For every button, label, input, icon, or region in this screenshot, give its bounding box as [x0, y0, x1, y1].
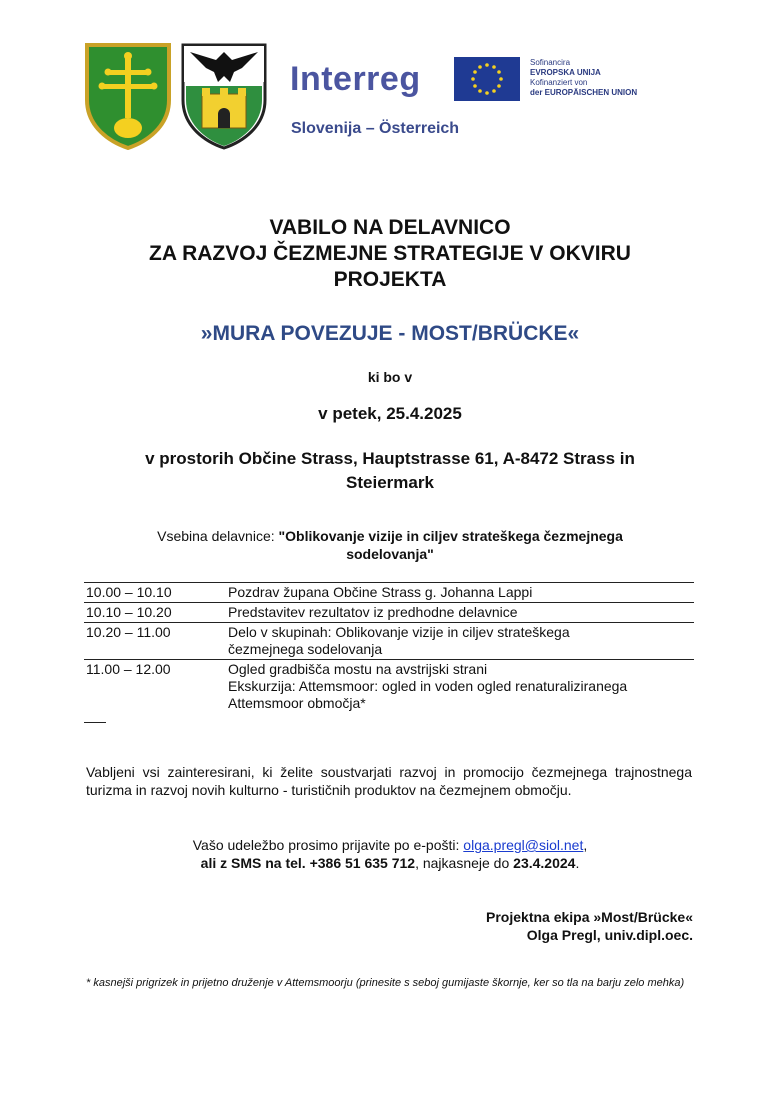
eu-text-line: EVROPSKA UNIJA	[530, 68, 601, 77]
registration-text: Vašo udeležbo prosimo prijavite po e-pošti:	[192, 837, 464, 853]
title-line: PROJEKTA	[333, 268, 447, 291]
agenda-item	[226, 660, 694, 714]
content-line	[80, 527, 700, 545]
registration-punct: ,	[583, 837, 588, 853]
title-line: ZA RAZVOJ ČEZMEJNE STRATEGIJE V OKVIRU	[149, 242, 631, 265]
strass-crest-icon	[180, 42, 268, 150]
table-row	[84, 603, 694, 623]
signature-block	[486, 908, 693, 944]
signature-name: Olga Pregl, univ.dipl.oec.	[526, 927, 693, 943]
content-line	[80, 545, 700, 563]
agenda-item	[226, 603, 694, 623]
eu-text-line: Kofinanziert von	[530, 78, 588, 87]
location-line: Steiermark	[346, 473, 434, 492]
agenda-item-line: Delo v skupinah: Oblikovanje vizije in ciljev strateškega	[228, 624, 570, 640]
content-label: Vsebina delavnice:	[157, 528, 279, 544]
event-date: v petek, 25.4.2025	[318, 404, 462, 423]
registration-punct: .	[575, 855, 580, 871]
agenda-item-line: Attemsmoor območja*	[228, 695, 366, 711]
eu-cofinancing-text	[530, 58, 637, 98]
agenda-table	[84, 582, 694, 713]
title-line: VABILO NA DELAVNICO	[269, 216, 511, 239]
registration-text: , najkasneje do	[415, 855, 514, 871]
agenda-time: 11.00 – 12.00	[86, 661, 171, 677]
agenda-item-line: čezmejnega sodelovanja	[228, 641, 383, 657]
invitation-text: Vabljeni vsi zainteresirani, ki želite soustvarjati razvoj in promocijo čezmejnega trajnostnega turizma in razvoj novih kulturno - turističnih produktov na čezmejnem območju.	[86, 764, 692, 798]
agenda-item-line: Ekskurzija: Attemsmoor: ogled in voden ogled renaturaliziranega	[228, 678, 628, 694]
interreg-logo-title: Interreg	[290, 60, 421, 98]
agenda-item-line: Ogled gradbišča mostu na avstrijski strani	[228, 661, 488, 677]
ki-bo-v-text: ki bo v	[367, 369, 413, 385]
agenda-item	[226, 623, 694, 660]
agenda-item	[226, 583, 694, 603]
registration-line	[80, 836, 700, 854]
project-name: »MURA POVEZUJE - MOST/BRÜCKE«	[200, 322, 580, 345]
table-end-line	[84, 722, 106, 723]
eu-text-line: der EUROPÄISCHEN UNION	[530, 88, 638, 97]
table-row	[84, 583, 694, 603]
sms-info: ali z SMS na tel. +386 51 635 712	[200, 855, 416, 871]
interreg-logo-subtitle: Slovenija – Österreich	[291, 120, 460, 137]
content-topic: "Oblikovanje vizije in ciljev strateškega čezmejnega	[278, 528, 623, 544]
agenda-item-line: Predstavitev rezultatov iz predhodne delavnice	[228, 604, 518, 620]
registration-deadline: 23.4.2024	[513, 855, 576, 871]
footnote: * kasnejši prigrizek in prijetno druženje v Attemsmoorju (prinesite s seboj gumijaste škornje, ker so tla na barju zelo mehka)	[86, 977, 685, 989]
event-location	[100, 447, 680, 495]
table-row	[84, 623, 694, 660]
agenda-time: 10.10 – 10.20	[86, 604, 172, 620]
registration-line	[80, 854, 700, 872]
agenda-time: 10.20 – 11.00	[86, 624, 171, 640]
eu-text-line: Sofinancira	[530, 58, 571, 67]
table-row	[84, 660, 694, 714]
workshop-content	[80, 527, 700, 563]
signature-team: Projektna ekipa »Most/Brücke«	[486, 909, 693, 925]
content-topic: sodelovanja"	[346, 546, 434, 562]
agenda-time: 10.00 – 10.10	[86, 584, 172, 600]
municipal-crest-icon	[84, 42, 172, 150]
eu-flag-icon	[454, 57, 520, 101]
registration-info	[80, 836, 700, 872]
document-title	[80, 215, 700, 293]
location-line: v prostorih Občine Strass, Hauptstrasse 61, A-8472 Strass in	[145, 449, 635, 468]
agenda-item-line: Pozdrav župana Občine Strass g. Johanna Lappi	[228, 584, 533, 600]
email-link[interactable]: olga.pregl@siol.net	[463, 837, 584, 853]
